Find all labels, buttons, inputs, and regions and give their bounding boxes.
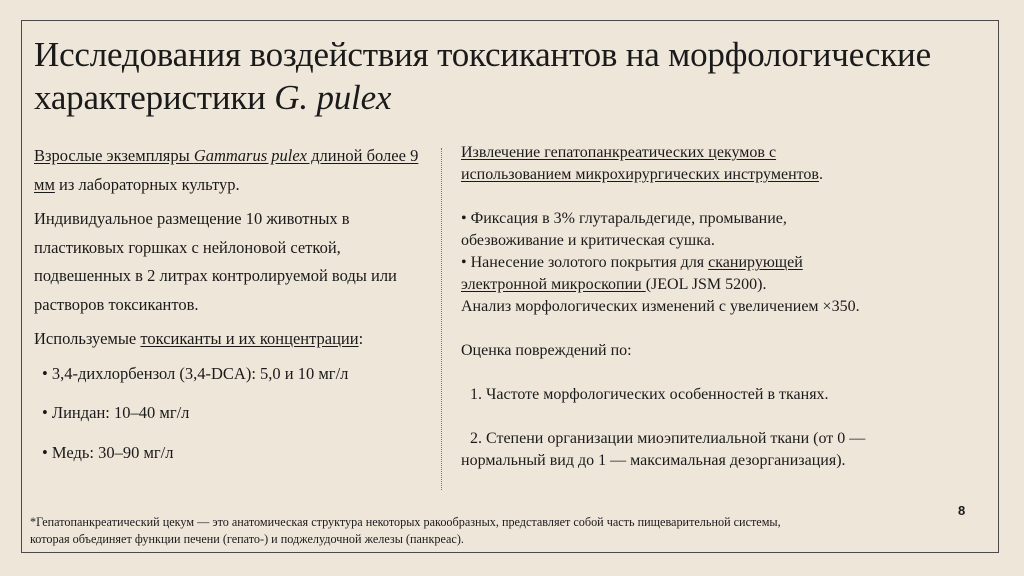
specimens-text: Взрослые экземпляры Gammarus pulex длиной более 9 мм — [34, 146, 419, 194]
bullet-icon: • — [42, 403, 48, 422]
analysis-line: Анализ морфологических изменений с увеличением ×350. — [461, 298, 860, 315]
assessment-item-2-cont: нормальный вид до 1 — максимальная дезорганизация). — [461, 452, 846, 469]
left-column — [34, 142, 429, 478]
assessment-heading: Оценка повреждений по: — [461, 342, 632, 359]
title-species: G. pulex — [274, 78, 392, 117]
species-name: Gammarus pulex — [193, 146, 308, 165]
bullet-icon: • — [42, 363, 48, 383]
title-text: Исследования воздействия токсикантов на морфологические характеристики — [34, 35, 931, 117]
specimens-paragraph: Взрослые экземпляры Gammarus pulex длиной более 9 мм из лабораторных культур. — [34, 146, 419, 194]
footnote: *Гепатопанкреатический цекум — это анатомическая структура некоторых ракообразных, представляет собой часть пищеварительной системы, которая объединяет функции печени (гепато-) и поджелудочной железы (панкреас). — [30, 515, 781, 546]
bullet-icon: • — [42, 442, 48, 462]
slide-title — [34, 33, 994, 119]
toxicants-paragraph: Используемые токсиканты и их концентрации: — [34, 329, 364, 348]
column-divider — [441, 148, 442, 490]
housing-paragraph: Индивидуальное размещение 10 животных в пластиковых горшках с нейлоновой сеткой, подвешенных в 2 литрах контролируемой воды или растворов токсикантов. — [34, 209, 397, 314]
fixation-line-1: • Фиксация в 3% глутаральдегиде, промывание, — [461, 210, 787, 227]
toxicant-list — [34, 360, 429, 468]
extraction-line-1: Извлечение гепатопанкреатических цекумов с — [461, 144, 777, 161]
coating-line-2: электронной микроскопии (JEOL JSM 5200). — [461, 276, 767, 293]
assessment-item-1: 1. Частоте морфологических особенностей в тканях. — [470, 386, 829, 403]
list-item: • Медь: 30–90 мг/л — [42, 442, 174, 462]
right-column — [461, 142, 981, 472]
extraction-line-2: использованием микрохирургических инструментов. — [461, 166, 823, 183]
list-item: • Линдан: 10–40 мг/л — [42, 403, 190, 422]
coating-line-1: • Нанесение золотого покрытия для сканирующей — [461, 254, 803, 271]
assessment-item-2: 2. Степени организации миоэпителиальной ткани (от 0 — — [470, 430, 866, 447]
sem-link-2[interactable]: электронной микроскопии — [461, 276, 646, 293]
fixation-line-2: обезвоживание и критическая сушка. — [461, 232, 715, 249]
toxicants-link[interactable]: токсиканты и их концентрации — [140, 329, 359, 348]
list-item: • 3,4-дихлорбензол (3,4-DCA): 5,0 и 10 мг/л — [42, 363, 349, 383]
page-number: 8 — [958, 503, 966, 518]
sem-link[interactable]: сканирующей — [708, 254, 803, 271]
